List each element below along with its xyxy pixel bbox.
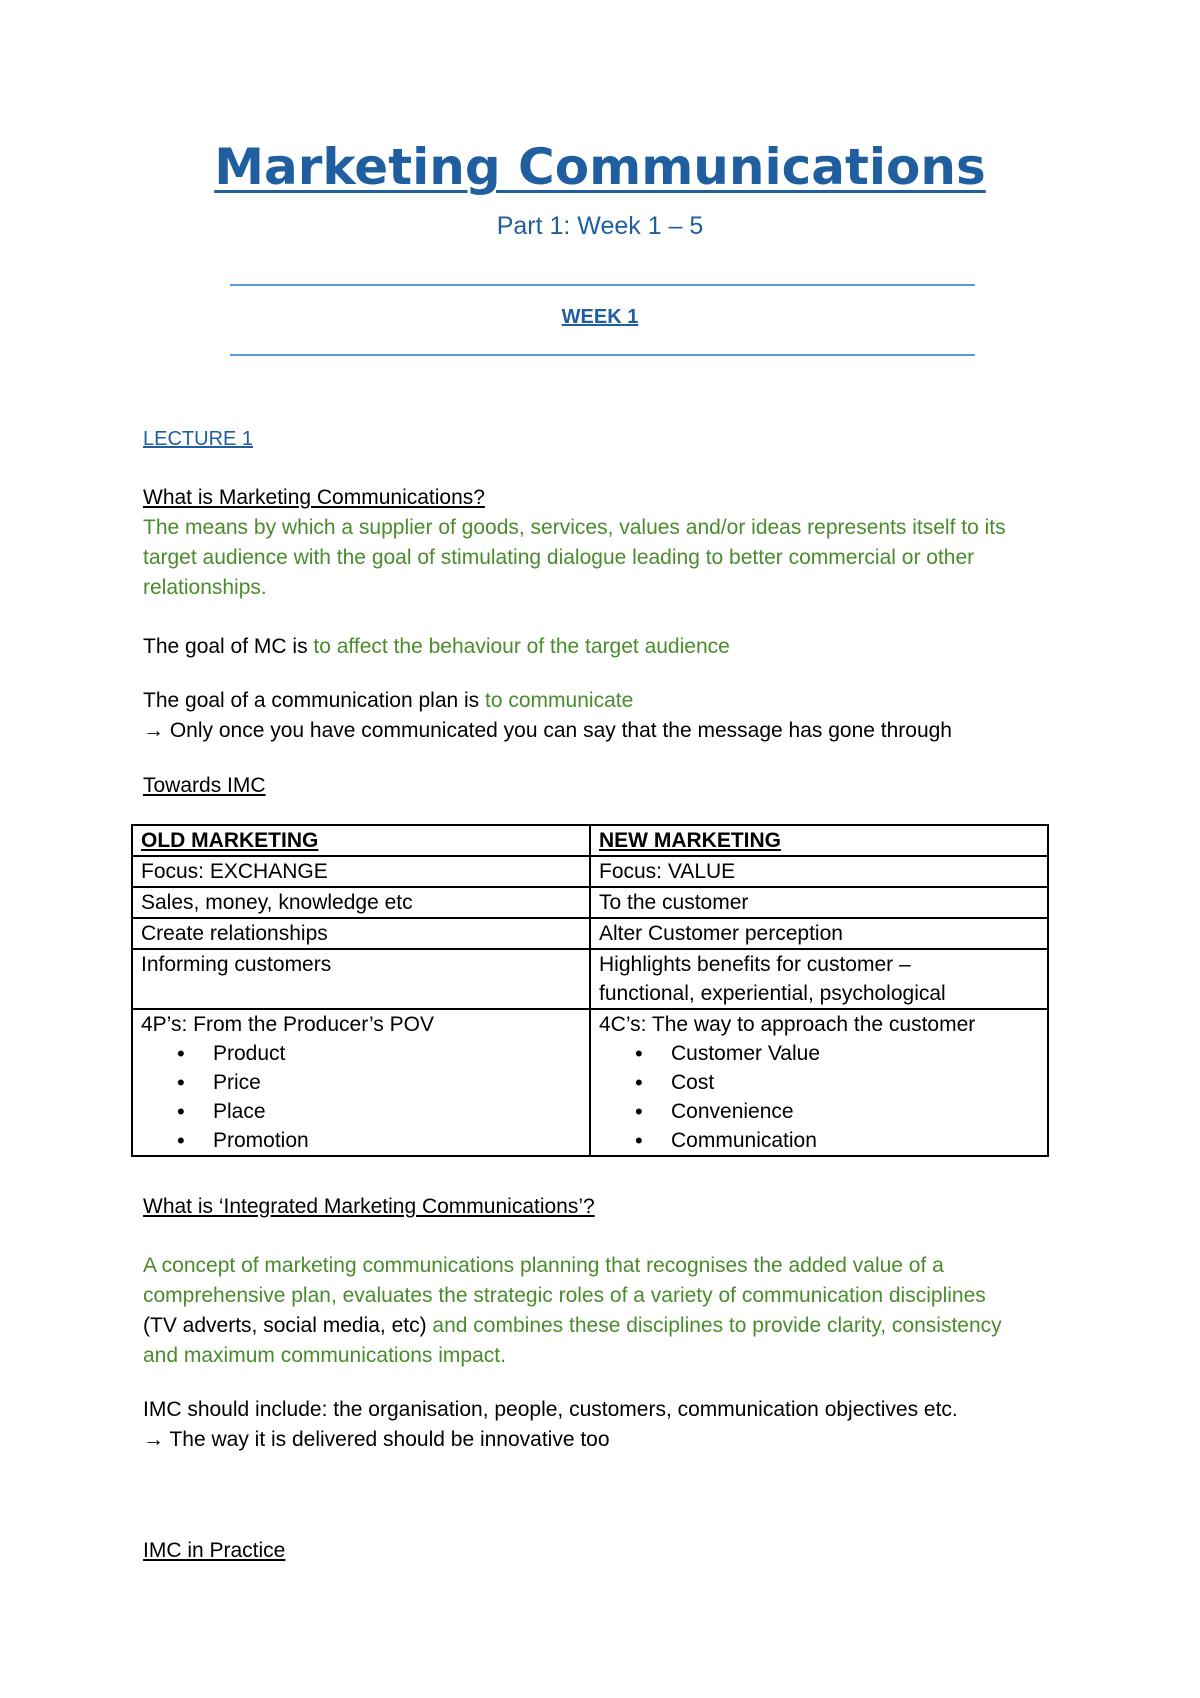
list-item: • Convenience	[671, 1097, 1039, 1126]
list-item: • Customer Value	[671, 1039, 1039, 1068]
table-cell	[590, 856, 1048, 887]
list-item: • Price	[213, 1068, 581, 1097]
table-cell: Alter Customer perception	[590, 918, 1048, 949]
imc-include-note-text: The way it is delivered should be innovative too	[164, 1428, 610, 1451]
goal-of-plan	[143, 686, 1063, 716]
towards-imc-heading: Towards IMC	[143, 774, 266, 797]
focus-exchange: EXCHANGE	[209, 860, 328, 883]
table-row	[132, 887, 1048, 918]
table-row	[132, 856, 1048, 887]
benefits-line2: functional, experiential, psychological	[599, 982, 946, 1005]
table-row	[132, 949, 1048, 1009]
four-cs-list	[599, 1039, 1039, 1155]
four-ps-title: 4P’s: From the Producer’s POV	[141, 1013, 434, 1036]
table-row	[132, 825, 1048, 856]
table-cell	[590, 949, 1048, 1009]
document-subtitle: Part 1: Week 1 – 5	[496, 212, 704, 240]
goal-of-mc	[143, 632, 1063, 662]
table-row	[132, 918, 1048, 949]
top-divider	[230, 284, 975, 286]
table-cell: To the customer	[590, 887, 1048, 918]
marketing-comparison-table	[131, 824, 1049, 1157]
goal-plan-note	[143, 716, 1063, 746]
arrow-right-icon: →	[143, 719, 164, 742]
benefits-line1: Highlights benefits for customer –	[599, 953, 911, 976]
table-row	[132, 1009, 1048, 1156]
table-cell	[590, 1009, 1048, 1156]
goal-plan-prefix: The goal of a communication plan is	[143, 689, 486, 712]
goal-plan-highlight: to communicate	[485, 689, 634, 712]
list-item: • Place	[213, 1097, 581, 1126]
list-item: • Product	[213, 1039, 581, 1068]
imc-include-note	[143, 1425, 1063, 1455]
mc-definition-line1: The means by which a supplier of goods, services, values and/or ideas represents itself to its	[143, 516, 1006, 539]
four-cs-title: 4C’s: The way to approach the customer	[599, 1013, 976, 1036]
table-cell: Sales, money, knowledge etc	[132, 887, 590, 918]
old-marketing-header: OLD MARKETING	[132, 825, 590, 856]
focus-value: VALUE	[667, 860, 736, 883]
table-cell	[132, 856, 590, 887]
list-item: • Communication	[671, 1126, 1039, 1155]
imc-definition-line4: and maximum communications impact.	[143, 1344, 506, 1367]
list-item: • Promotion	[213, 1126, 581, 1155]
focus-label: Focus:	[599, 860, 668, 883]
imc-definition-line3	[143, 1311, 1063, 1341]
table-cell: Informing customers	[132, 949, 590, 1009]
focus-label: Focus:	[141, 860, 210, 883]
document-title: Marketing Communications	[214, 138, 986, 196]
table-cell	[132, 1009, 590, 1156]
new-marketing-header: NEW MARKETING	[590, 825, 1048, 856]
goal-plan-note-text: Only once you have communicated you can say that the message has gone through	[164, 719, 952, 742]
section-heading-what-is-mc: What is Marketing Communications?	[143, 486, 485, 509]
list-item: • Cost	[671, 1068, 1039, 1097]
imc-definition-line1: A concept of marketing communications planning that recognises the added value of a	[143, 1254, 944, 1277]
bottom-divider	[230, 354, 975, 356]
imc-examples: (TV adverts, social media, etc)	[143, 1314, 427, 1337]
week-heading: WEEK 1	[561, 306, 639, 328]
table-cell: Create relationships	[132, 918, 590, 949]
goal-mc-highlight: to affect the behaviour of the target audience	[313, 635, 730, 658]
imc-definition-line2: comprehensive plan, evaluates the strategic roles of a variety of communication disciplines	[143, 1284, 986, 1307]
imc-include: IMC should include: the organisation, people, customers, communication objectives etc.	[143, 1398, 958, 1421]
lecture-heading: LECTURE 1	[143, 428, 254, 450]
mc-definition-line2: target audience with the goal of stimulating dialogue leading to better commercial or other	[143, 546, 975, 569]
imc-definition-cont: and combines these disciplines to provide clarity, consistency	[426, 1314, 1002, 1337]
goal-mc-prefix: The goal of MC is	[143, 635, 314, 658]
arrow-right-icon: →	[143, 1428, 164, 1451]
imc-heading: What is ‘Integrated Marketing Communications’?	[143, 1195, 595, 1218]
imc-in-practice-heading: IMC in Practice	[143, 1539, 286, 1562]
four-ps-list	[141, 1039, 581, 1155]
mc-definition-line3: relationships.	[143, 576, 267, 599]
